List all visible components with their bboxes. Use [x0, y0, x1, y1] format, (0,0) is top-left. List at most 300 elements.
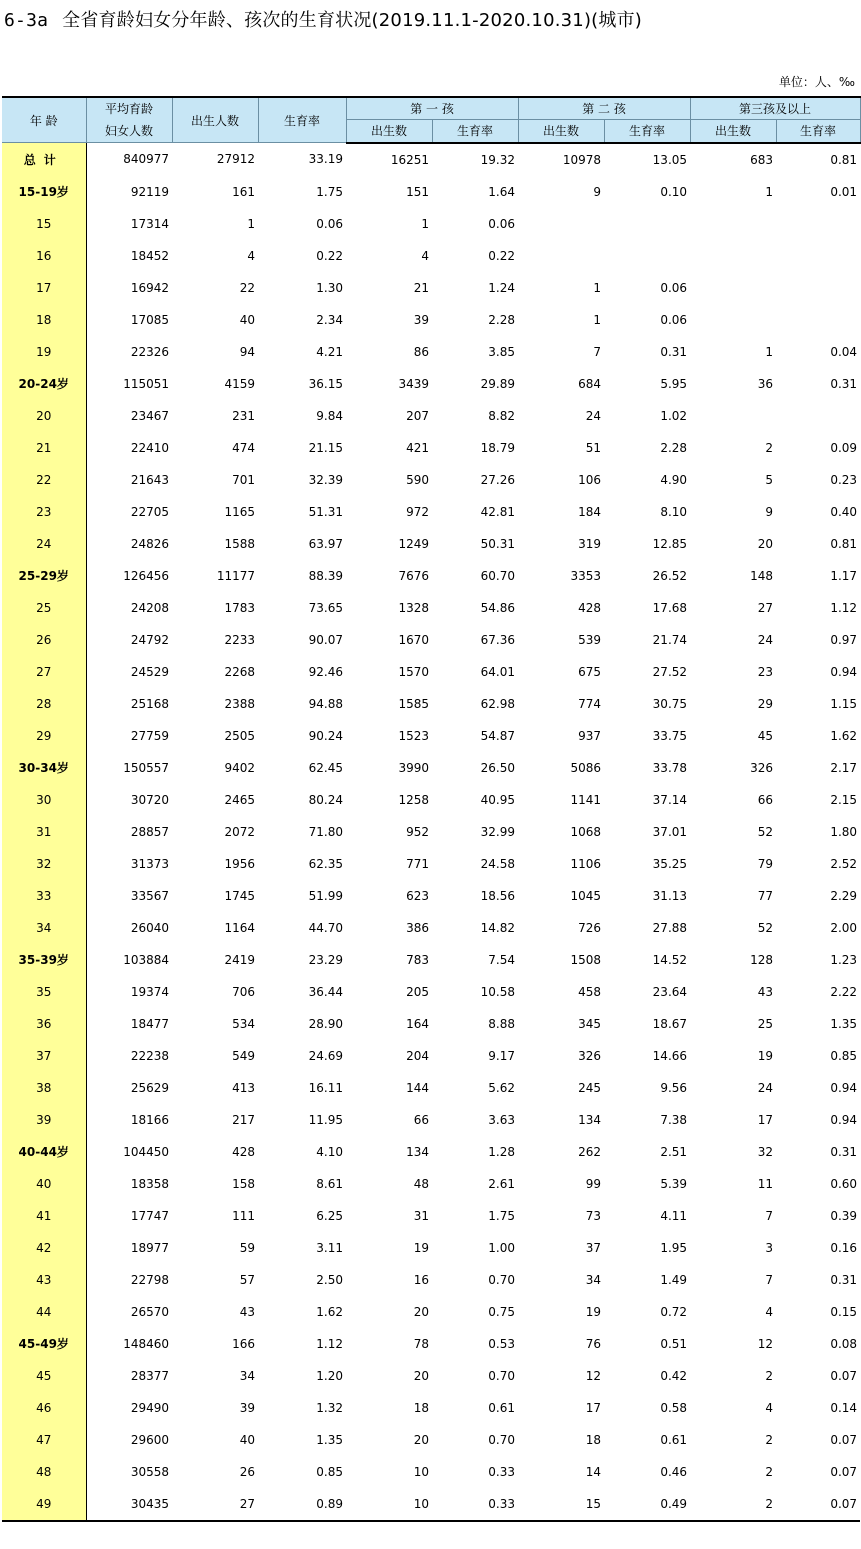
header-women: [86, 97, 172, 143]
cell-births: 2072: [224, 824, 255, 839]
cell-second-births: 675: [578, 664, 602, 679]
cell-second-rate: 0.61: [660, 1432, 688, 1447]
cell-second-rate: 23.64: [652, 984, 688, 999]
table-row: [2, 1328, 860, 1360]
cell-women: 16942: [130, 280, 169, 295]
table-row: [2, 1296, 860, 1328]
cell-second-births: 1: [593, 280, 602, 295]
cell-second-births: 134: [578, 1112, 602, 1127]
cell-births: 22: [239, 280, 255, 295]
cell-first-rate: 7.54: [488, 952, 516, 967]
cell-women: 18477: [130, 1016, 169, 1031]
table-row: [2, 720, 860, 752]
table-row: [2, 464, 860, 496]
cell-first-births: 10: [413, 1464, 429, 1479]
cell-third-rate: 0.04: [830, 344, 858, 359]
cell-second-rate: 0.06: [660, 312, 688, 327]
cell-third-rate: [776, 272, 860, 304]
cell-second-births: 345: [578, 1016, 602, 1031]
cell-second-rate: 0.72: [660, 1304, 688, 1319]
cell-second-rate: 8.10: [660, 504, 688, 519]
cell-age: 33: [2, 880, 86, 912]
cell-first-births: 771: [406, 856, 429, 871]
table-row: [2, 1232, 860, 1264]
cell-third-rate: 0.60: [830, 1176, 858, 1191]
cell-third-births: 19: [757, 1048, 774, 1063]
cell-births: 2268: [224, 664, 255, 679]
cell-third-births: 1: [765, 184, 774, 199]
cell-first-births: 1570: [398, 664, 429, 679]
cell-first-births: 66: [413, 1112, 429, 1127]
cell-second-rate: 0.46: [660, 1464, 688, 1479]
cell-third-rate: 0.23: [830, 472, 858, 487]
cell-third-rate: [776, 304, 860, 336]
cell-rate: 88.39: [308, 568, 343, 583]
cell-women: 33567: [130, 888, 169, 903]
cell-rate: 44.70: [308, 920, 343, 935]
cell-age: 45-49岁: [2, 1328, 86, 1360]
cell-third-rate: 1.23: [830, 952, 858, 967]
cell-third-rate: [776, 240, 860, 272]
cell-third-rate: 1.35: [830, 1016, 858, 1031]
cell-second-rate: 1.95: [660, 1240, 688, 1255]
cell-third-rate: 1.12: [830, 600, 858, 615]
cell-age: 30: [2, 784, 86, 816]
cell-second-births: 1508: [570, 952, 602, 967]
cell-second-births: 5086: [570, 760, 602, 775]
cell-age: 21: [2, 432, 86, 464]
header-rate: 生育率: [258, 97, 346, 143]
cell-first-rate: 0.75: [488, 1304, 516, 1319]
cell-births: 1165: [224, 504, 255, 519]
cell-women: 148460: [123, 1336, 169, 1351]
table-row: [2, 143, 860, 176]
cell-rate: 0.06: [316, 216, 343, 231]
cell-second-births: 51: [585, 440, 602, 455]
cell-births: 57: [239, 1272, 255, 1287]
cell-age: 26: [2, 624, 86, 656]
cell-women: 28857: [130, 824, 169, 839]
cell-age: 16: [2, 240, 86, 272]
table-row: [2, 656, 860, 688]
cell-third-births: 2: [765, 1432, 774, 1447]
cell-first-births: 1258: [398, 792, 429, 807]
cell-first-births: 31: [413, 1208, 429, 1223]
cell-third-births: 77: [757, 888, 774, 903]
cell-births: 40: [239, 312, 255, 327]
cell-births: 34: [239, 1368, 255, 1383]
header-third-rate: 生育率: [776, 120, 860, 143]
table-row: [2, 1040, 860, 1072]
cell-second-rate: 13.05: [652, 152, 688, 167]
cell-second-rate: 0.51: [660, 1336, 688, 1351]
cell-age: 30-34岁: [2, 752, 86, 784]
cell-second-rate: 21.74: [652, 632, 688, 647]
cell-third-births: 45: [757, 728, 774, 743]
table-row: [2, 1168, 860, 1200]
cell-first-births: 421: [406, 440, 429, 455]
cell-third-rate: 0.09: [830, 440, 858, 455]
page-title: [4, 6, 642, 32]
cell-second-rate: 0.49: [604, 1488, 690, 1521]
cell-age: 24: [2, 528, 86, 560]
table-row: [2, 1488, 860, 1521]
table-row: [2, 880, 860, 912]
cell-first-rate: 9.17: [488, 1048, 516, 1063]
cell-age: 45: [2, 1360, 86, 1392]
cell-births: 2419: [224, 952, 255, 967]
cell-second-births: 9: [593, 184, 602, 199]
cell-first-rate: 0.70: [488, 1432, 516, 1447]
cell-rate: 24.69: [308, 1048, 343, 1063]
cell-second-rate: 37.14: [652, 792, 688, 807]
cell-third-births: 43: [757, 984, 774, 999]
cell-age: 40: [2, 1168, 86, 1200]
cell-second-rate: 0.10: [660, 184, 688, 199]
cell-women: 22705: [130, 504, 169, 519]
cell-second-rate: 9.56: [660, 1080, 688, 1095]
cell-first-rate: 0.06: [488, 216, 516, 231]
cell-births: 1783: [224, 600, 255, 615]
cell-rate: 9.84: [316, 408, 343, 423]
cell-second-births: 458: [578, 984, 602, 999]
cell-third-births: 148: [750, 568, 774, 583]
cell-second-births: 684: [578, 376, 602, 391]
cell-first-rate: 0.22: [488, 248, 516, 263]
cell-women: 17747: [130, 1208, 169, 1223]
cell-rate: 51.99: [308, 888, 343, 903]
cell-rate: 90.07: [308, 632, 343, 647]
cell-first-births: 18: [413, 1400, 429, 1415]
cell-women: 17085: [130, 312, 169, 327]
cell-births: 1588: [224, 536, 255, 551]
cell-second-births: 7: [593, 344, 602, 359]
cell-first-rate: 19.32: [480, 152, 516, 167]
cell-second-rate: 2.51: [660, 1144, 688, 1159]
cell-rate: 36.44: [308, 984, 343, 999]
cell-births: 94: [239, 344, 255, 359]
cell-third-births: [690, 208, 776, 240]
cell-women: 18166: [130, 1112, 169, 1127]
cell-second-births: 37: [585, 1240, 602, 1255]
cell-women: 23467: [130, 408, 169, 423]
cell-first-births: 164: [406, 1016, 429, 1031]
cell-rate: 1.75: [316, 184, 343, 199]
cell-first-births: 20: [413, 1304, 429, 1319]
cell-second-births: 319: [578, 536, 602, 551]
cell-first-rate: 10.58: [480, 984, 516, 999]
cell-first-rate: 67.36: [480, 632, 516, 647]
cell-age: 37: [2, 1040, 86, 1072]
cell-first-births: 623: [406, 888, 429, 903]
cell-second-births: 34: [585, 1272, 602, 1287]
cell-third-births: 9: [765, 504, 774, 519]
cell-second-rate: 31.13: [652, 888, 688, 903]
cell-second-births: 1045: [570, 888, 602, 903]
cell-third-rate: 1.62: [830, 728, 858, 743]
cell-third-rate: 2.00: [830, 920, 858, 935]
cell-first-rate: 2.28: [488, 312, 516, 327]
cell-second-births: 14: [585, 1464, 602, 1479]
cell-third-rate: 0.07: [830, 1432, 858, 1447]
cell-births: 1745: [224, 888, 255, 903]
cell-second-births: 1106: [570, 856, 602, 871]
cell-first-births: 3439: [398, 376, 429, 391]
cell-first-rate: 0.70: [488, 1368, 516, 1383]
cell-third-births: 7: [765, 1272, 774, 1287]
cell-rate: 1.12: [316, 1336, 343, 1351]
cell-first-births: 952: [406, 824, 429, 839]
cell-third-births: 24: [757, 1080, 774, 1095]
cell-rate: 1.35: [316, 1432, 343, 1447]
cell-third-births: [690, 240, 776, 272]
cell-third-rate: 0.85: [830, 1048, 858, 1063]
table-title: 全省育龄妇女分年龄、孩次的生育状况(2019.11.1-2020.10.31)(城市): [62, 10, 643, 31]
cell-women: 19374: [130, 984, 169, 999]
cell-first-births: 16: [413, 1272, 429, 1287]
cell-third-rate: 1.80: [830, 824, 858, 839]
cell-first-rate: 1.75: [488, 1208, 516, 1223]
cell-third-births: 25: [757, 1016, 774, 1031]
cell-second-births: 17: [585, 1400, 602, 1415]
cell-first-rate: 1.24: [488, 280, 516, 295]
cell-women: 21643: [130, 472, 169, 487]
cell-second-births: 262: [578, 1144, 602, 1159]
table-row: [2, 496, 860, 528]
cell-age: 49: [2, 1488, 86, 1521]
header-first-rate: 生育率: [432, 120, 518, 143]
cell-second-rate: [604, 208, 690, 240]
cell-rate: 2.34: [316, 312, 343, 327]
cell-second-births: 15: [518, 1488, 604, 1521]
cell-second-rate: 14.52: [652, 952, 688, 967]
cell-women: 18358: [130, 1176, 169, 1191]
cell-second-rate: 4.11: [660, 1208, 688, 1223]
cell-women: 29600: [130, 1432, 169, 1447]
cell-third-rate: 0.81: [830, 536, 858, 551]
cell-rate: 28.90: [308, 1016, 343, 1031]
cell-rate: 51.31: [308, 504, 343, 519]
cell-women: 92119: [130, 184, 169, 199]
cell-women: 28377: [130, 1368, 169, 1383]
cell-rate: 80.24: [308, 792, 343, 807]
cell-first-births: 86: [413, 344, 429, 359]
cell-births: 2388: [224, 696, 255, 711]
cell-first-births: 20: [413, 1432, 429, 1447]
cell-rate: 2.50: [316, 1272, 343, 1287]
cell-births: 701: [232, 472, 255, 487]
table-row: [2, 1264, 860, 1296]
header-third-child: 第三孩及以上: [690, 97, 860, 120]
cell-first-rate: 18.79: [480, 440, 516, 455]
cell-births: 428: [232, 1144, 255, 1159]
cell-third-rate: 1.17: [830, 568, 858, 583]
table-header: [2, 97, 860, 143]
cell-rate: 1.62: [316, 1304, 343, 1319]
header-third-births: 出生数: [690, 120, 776, 143]
cell-births: 111: [232, 1208, 255, 1223]
table-row: [2, 1456, 860, 1488]
cell-second-rate: 4.90: [660, 472, 688, 487]
cell-births: 1164: [224, 920, 255, 935]
cell-third-rate: 0.07: [776, 1488, 860, 1521]
cell-third-births: 66: [757, 792, 774, 807]
cell-women: 30435: [86, 1488, 172, 1521]
cell-first-births: 20: [413, 1368, 429, 1383]
cell-third-rate: 0.31: [830, 1272, 858, 1287]
table-row: [2, 208, 860, 240]
table-row: [2, 848, 860, 880]
cell-second-births: 3353: [570, 568, 602, 583]
cell-first-rate: 0.33: [432, 1488, 518, 1521]
cell-third-births: 7: [765, 1208, 774, 1223]
cell-first-births: 134: [406, 1144, 429, 1159]
cell-births: 27: [172, 1488, 258, 1521]
cell-third-rate: 0.94: [830, 1112, 858, 1127]
cell-second-rate: 30.75: [652, 696, 688, 711]
cell-third-rate: 0.94: [830, 1080, 858, 1095]
cell-first-births: 386: [406, 920, 429, 935]
cell-third-rate: 0.39: [830, 1208, 858, 1223]
cell-third-births: 20: [757, 536, 774, 551]
cell-age: 43: [2, 1264, 86, 1296]
table-row: [2, 336, 860, 368]
cell-births: 4: [247, 248, 255, 263]
cell-first-births: 48: [413, 1176, 429, 1191]
cell-third-births: [690, 400, 776, 432]
cell-second-rate: 1.49: [660, 1272, 688, 1287]
cell-first-births: 21: [413, 280, 429, 295]
cell-rate: 94.88: [308, 696, 343, 711]
cell-third-births: 52: [757, 920, 774, 935]
cell-first-rate: 0.70: [488, 1272, 516, 1287]
cell-women: 22410: [130, 440, 169, 455]
cell-third-births: 2: [765, 1464, 774, 1479]
cell-women: 18977: [130, 1240, 169, 1255]
cell-women: 24792: [130, 632, 169, 647]
cell-age: 48: [2, 1456, 86, 1488]
cell-first-rate: 1.28: [488, 1144, 516, 1159]
cell-women: 22326: [130, 344, 169, 359]
cell-women: 30720: [130, 792, 169, 807]
cell-third-rate: 0.31: [830, 1144, 858, 1159]
table-row: [2, 368, 860, 400]
header-first-child: 第 一 孩: [346, 97, 518, 120]
cell-births: 1956: [224, 856, 255, 871]
cell-second-rate: [604, 240, 690, 272]
table-row: [2, 1072, 860, 1104]
cell-second-rate: 17.68: [652, 600, 688, 615]
cell-rate: 73.65: [308, 600, 343, 615]
cell-births: 9402: [224, 760, 255, 775]
cell-rate: 62.45: [308, 760, 343, 775]
cell-women: 26570: [130, 1304, 169, 1319]
cell-women: 25168: [130, 696, 169, 711]
cell-age: 42: [2, 1232, 86, 1264]
cell-age: 28: [2, 688, 86, 720]
cell-second-births: 937: [578, 728, 602, 743]
cell-third-rate: 0.08: [830, 1336, 858, 1351]
table-row: [2, 944, 860, 976]
cell-births: 59: [239, 1240, 255, 1255]
cell-women: 22798: [130, 1272, 169, 1287]
cell-third-rate: 0.07: [830, 1464, 858, 1479]
cell-first-births: 16251: [390, 152, 429, 167]
table-row: [2, 272, 860, 304]
fertility-table: [2, 96, 861, 1522]
cell-third-births: 27: [757, 600, 774, 615]
cell-births: 4159: [224, 376, 255, 391]
cell-age: 25-29岁: [2, 560, 86, 592]
cell-third-births: 128: [750, 952, 774, 967]
cell-second-births: 726: [578, 920, 602, 935]
cell-women: 150557: [123, 760, 169, 775]
cell-age: 25: [2, 592, 86, 624]
cell-first-births: 19: [413, 1240, 429, 1255]
cell-age: 47: [2, 1424, 86, 1456]
cell-births: 413: [232, 1080, 255, 1095]
cell-rate: 21.15: [308, 440, 343, 455]
table-row: [2, 1136, 860, 1168]
table-row: [2, 752, 860, 784]
cell-third-rate: 0.07: [830, 1368, 858, 1383]
cell-third-births: 683: [750, 152, 774, 167]
cell-rate: 33.19: [308, 152, 343, 167]
cell-women: 31373: [130, 856, 169, 871]
cell-third-births: 36: [757, 376, 774, 391]
cell-first-births: 204: [406, 1048, 429, 1063]
cell-third-rate: 0.81: [830, 152, 858, 167]
cell-rate: 6.25: [316, 1208, 343, 1223]
cell-first-rate: 27.26: [480, 472, 516, 487]
table-row: [2, 560, 860, 592]
cell-second-rate: 12.85: [652, 536, 688, 551]
header-second-births: 出生数: [518, 120, 604, 143]
cell-third-rate: 2.17: [830, 760, 858, 775]
cell-second-rate: 14.66: [652, 1048, 688, 1063]
cell-second-births: [518, 208, 604, 240]
cell-second-births: 18: [585, 1432, 602, 1447]
cell-third-births: 1: [765, 344, 774, 359]
cell-women: 103884: [123, 952, 169, 967]
cell-age: 40-44岁: [2, 1136, 86, 1168]
cell-second-births: 106: [578, 472, 602, 487]
cell-third-rate: 0.14: [830, 1400, 858, 1415]
cell-age: 27: [2, 656, 86, 688]
cell-second-births: 1: [593, 312, 602, 327]
cell-births: 161: [232, 184, 255, 199]
cell-first-rate: 14.82: [480, 920, 516, 935]
cell-age: 29: [2, 720, 86, 752]
cell-rate: 0.22: [316, 248, 343, 263]
cell-age: 23: [2, 496, 86, 528]
cell-third-rate: 2.52: [830, 856, 858, 871]
table-row: [2, 784, 860, 816]
cell-age: 15: [2, 208, 86, 240]
cell-third-births: 2: [765, 1368, 774, 1383]
cell-third-births: 326: [750, 760, 774, 775]
cell-rate: 92.46: [308, 664, 343, 679]
cell-third-births: 32: [757, 1144, 774, 1159]
cell-first-births: 39: [413, 312, 429, 327]
cell-third-rate: 2.22: [830, 984, 858, 999]
cell-rate: 90.24: [308, 728, 343, 743]
cell-women: 30558: [130, 1464, 169, 1479]
cell-third-births: [690, 272, 776, 304]
cell-second-births: 99: [585, 1176, 602, 1191]
cell-first-rate: 8.88: [488, 1016, 516, 1031]
cell-births: 549: [232, 1048, 255, 1063]
